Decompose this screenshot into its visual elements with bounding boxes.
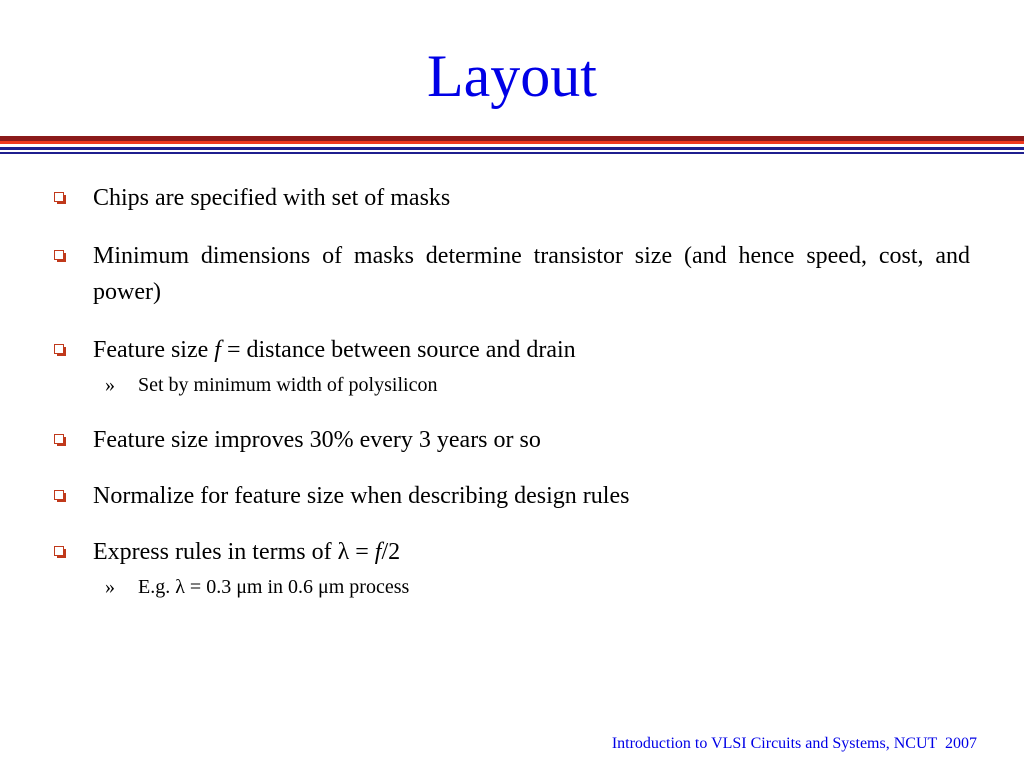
square-bullet-icon xyxy=(54,344,66,356)
slide-title: Layout xyxy=(427,43,597,109)
square-bullet-icon xyxy=(54,192,66,204)
bullet-text: Minimum dimensions of masks determine transistor size (and hence speed, cost, and power) xyxy=(93,243,970,305)
bullet-list xyxy=(54,180,970,602)
bullet-item xyxy=(54,332,970,368)
square-bullet-icon xyxy=(54,546,66,558)
sub-bullet-item xyxy=(54,370,970,400)
divider-line-navy-2 xyxy=(0,152,1024,154)
sub-bullet-item xyxy=(54,572,970,602)
bullet-item xyxy=(54,238,970,310)
slide-footer: Introduction to VLSI Circuits and Systems, NCUT 2007 xyxy=(611,735,977,752)
sub-bullet-text: E.g. λ = 0.3 μm in 0.6 μm process xyxy=(138,576,410,598)
bullet-text: Feature size improves 30% every 3 years or so xyxy=(93,427,541,453)
chevron-bullet-icon: » xyxy=(105,374,115,396)
square-bullet-icon xyxy=(54,250,66,262)
square-bullet-icon xyxy=(54,490,66,502)
bullet-text: Normalize for feature size when describing design rules xyxy=(93,483,630,509)
sub-bullet-text: Set by minimum width of polysilicon xyxy=(138,374,438,396)
square-bullet-icon xyxy=(54,434,66,446)
bullet-item xyxy=(54,534,970,570)
bullet-item xyxy=(54,478,970,514)
bullet-text: Express rules in terms of λ = f/2 xyxy=(93,539,401,565)
bullet-text: Chips are specified with set of masks xyxy=(93,185,451,211)
bullet-item xyxy=(54,422,970,458)
divider-line-red xyxy=(0,141,1024,144)
divider-line-navy-1 xyxy=(0,147,1024,150)
bullet-text: Feature size f = distance between source and drain xyxy=(93,337,576,363)
bullet-item xyxy=(54,180,970,216)
chevron-bullet-icon: » xyxy=(105,576,115,598)
